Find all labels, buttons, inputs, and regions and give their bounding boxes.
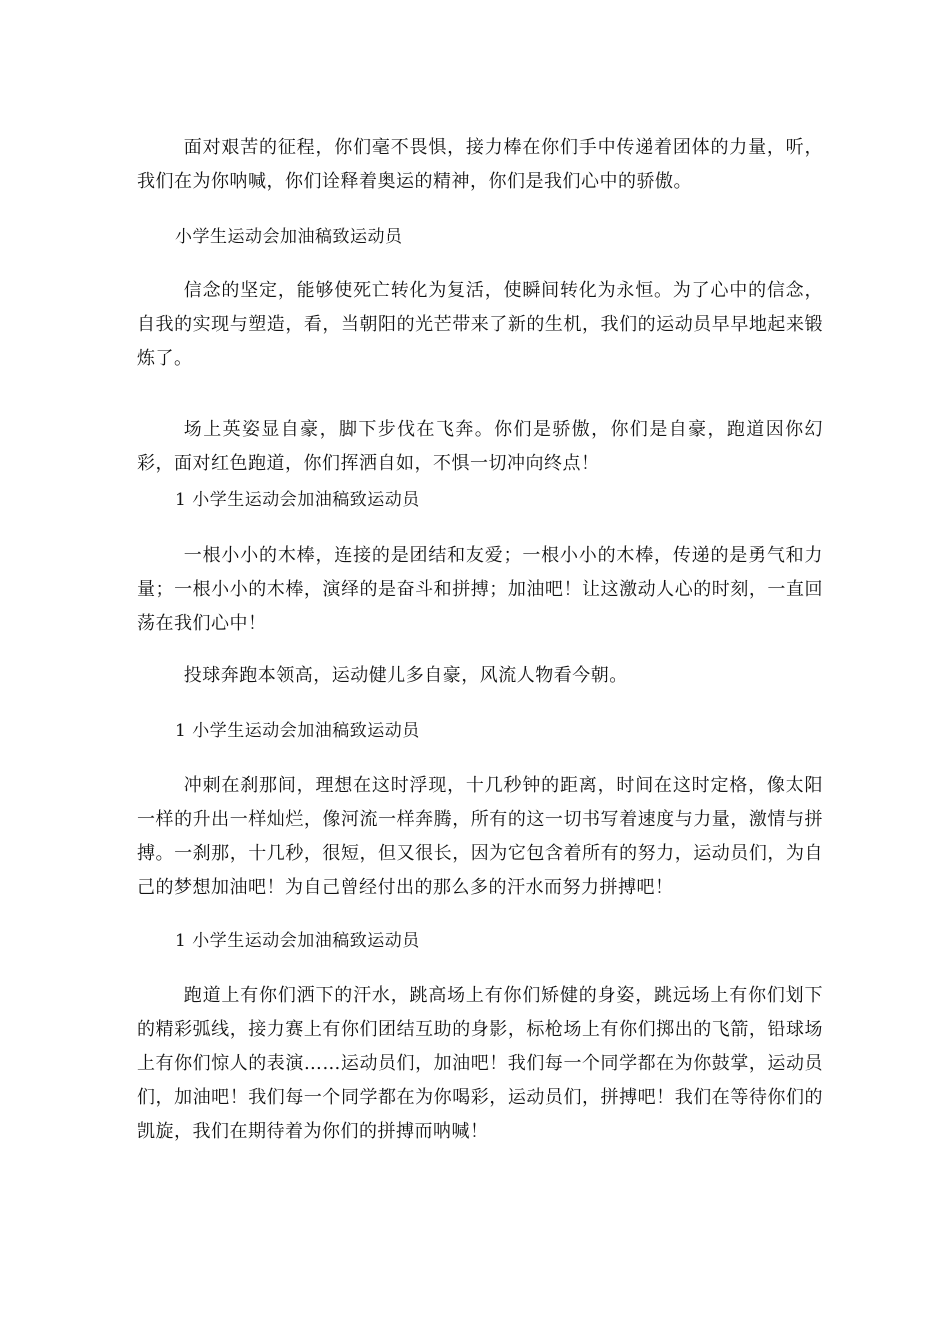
paragraph-2: 信念的坚定，能够使死亡转化为复活，使瞬间转化为永恒。为了心中的信念，自我的实现与塑造，看，当朝阳的光芒带来了新的生机，我们的运动员早早地起来锻炼了。: [137, 280, 823, 369]
paragraph-5: 投球奔跑本领高，运动健儿多自豪，风流人物看今朝。: [183, 665, 628, 686]
paragraph-6: 冲刺在刹那间，理想在这时浮现，十几秒钟的距离，时间在这时定格，像太阳一样的升出一样灿烂，像河流一样奔腾，所有的这一切书写着速度与力量，激情与拼搏。一刹那，十几秒，很短，但又很长，因为它包含着所有的努力，运动员们，为自己的梦想加油吧！为自己曾经付出的那么多的汗水而努力拼搏吧！: [137, 775, 823, 898]
section-heading-4: 1 小学生运动会加油稿致运动员: [175, 931, 420, 951]
section-heading-2: 1 小学生运动会加油稿致运动员: [175, 490, 420, 510]
paragraph-1: 面对艰苦的征程，你们毫不畏惧，接力棒在你们手中传递着团体的力量，听，我们在为你呐喊，你们诠释着奥运的精神，你们是我们心中的骄傲。: [137, 137, 823, 192]
section-heading-1: 小学生运动会加油稿致运动员: [175, 227, 403, 247]
paragraph-4: 一根小小的木棒，连接的是团结和友爱；一根小小的木棒，传递的是勇气和力量；一根小小的木棒，演绎的是奋斗和拼搏；加油吧！让这激动人心的时刻，一直回荡在我们心中！: [137, 545, 823, 634]
paragraph-7: 跑道上有你们洒下的汗水，跳高场上有你们矫健的身姿，跳远场上有你们划下的精彩弧线，接力赛上有你们团结互助的身影，标枪场上有你们掷出的飞箭，铅球场上有你们惊人的表演……运动员们，加油吧！我们每一个同学都在为你鼓掌，运动员们，加油吧！我们每一个同学都在为你喝彩，运动员们，拼搏吧！我们在等待你们的凯旋，我们在期待着为你们的拼搏而呐喊！: [137, 985, 823, 1142]
paragraph-3: 场上英姿显自豪，脚下步伐在飞奔。你们是骄傲，你们是自豪，跑道因你幻彩，面对红色跑道，你们挥洒自如，不惧一切冲向终点！: [137, 419, 823, 474]
section-heading-3: 1 小学生运动会加油稿致运动员: [175, 721, 420, 741]
